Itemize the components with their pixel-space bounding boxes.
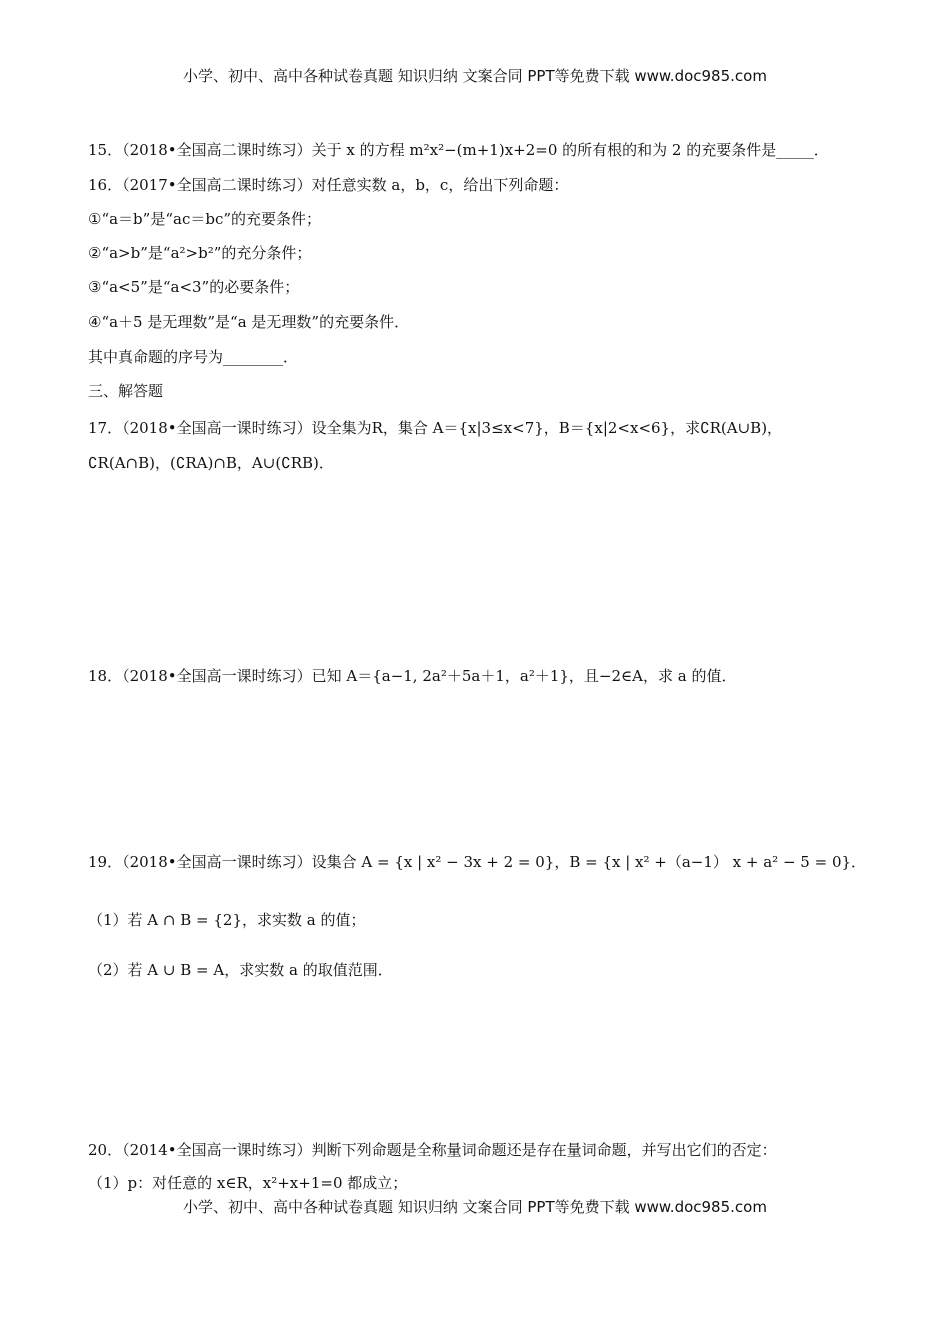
question-16: 16．（2017•全国高二课时练习）对任意实数 a，b，c，给出下列命题： xyxy=(88,176,569,194)
question-20-part-1: （1）p：对任意的 x∈R，x²+x+1=0 都成立； xyxy=(88,1174,408,1192)
question-17-cont: ∁R(A∩B)，(∁RA)∩B，A∪(∁RB)． xyxy=(88,454,334,472)
proposition-2: ②“a>b”是“a²>b²”的充分条件； xyxy=(88,244,312,262)
page-header[interactable]: 小学、初中、高中各种试卷真题 知识归纳 文案合同 PPT等免费下载 www.doc985.com xyxy=(183,67,767,85)
question-19-part-1: （1）若 A ∩ B = {2}，求实数 a 的值； xyxy=(88,911,366,929)
question-18: 18．（2018•全国高一课时练习）已知 A＝{a−1, 2a²＋5a＋1，a²＋1}，且−2∈A，求 a 的值． xyxy=(88,667,737,685)
question-17: 17．（2018•全国高一课时练习）设全集为R，集合 A＝{x|3≤x<7}，B＝{x|2<x<6}，求∁R(A∪B)， xyxy=(88,419,783,437)
section-heading: 三、解答题 xyxy=(88,382,164,400)
question-19: 19．（2018•全国高一课时练习）设集合 A = {x | x² − 3x + 2 = 0}，B = {x | x² +（a−1） x + a² − 5 = 0}． xyxy=(88,853,867,871)
question-16-prompt: 其中真命题的序号为________． xyxy=(88,348,299,366)
page-footer[interactable]: 小学、初中、高中各种试卷真题 知识归纳 文案合同 PPT等免费下载 www.doc985.com xyxy=(183,1198,767,1216)
proposition-1: ①“a＝b”是“ac＝bc”的充要条件； xyxy=(88,210,322,228)
proposition-4: ④“a＋5 是无理数”是“a 是无理数”的充要条件． xyxy=(88,313,410,331)
question-15: 15．（2018•全国高二课时练习）关于 x 的方程 m²x²−(m+1)x+2=0 的所有根的和为 2 的充要条件是_____． xyxy=(88,141,829,159)
question-19-part-2: （2）若 A ∪ B = A，求实数 a 的取值范围． xyxy=(88,961,393,979)
proposition-3: ③“a<5”是“a<3”的必要条件； xyxy=(88,278,300,296)
question-20: 20．（2014•全国高一课时练习）判断下列命题是全称量词命题还是存在量词命题，并写出它们的否定： xyxy=(88,1141,777,1159)
